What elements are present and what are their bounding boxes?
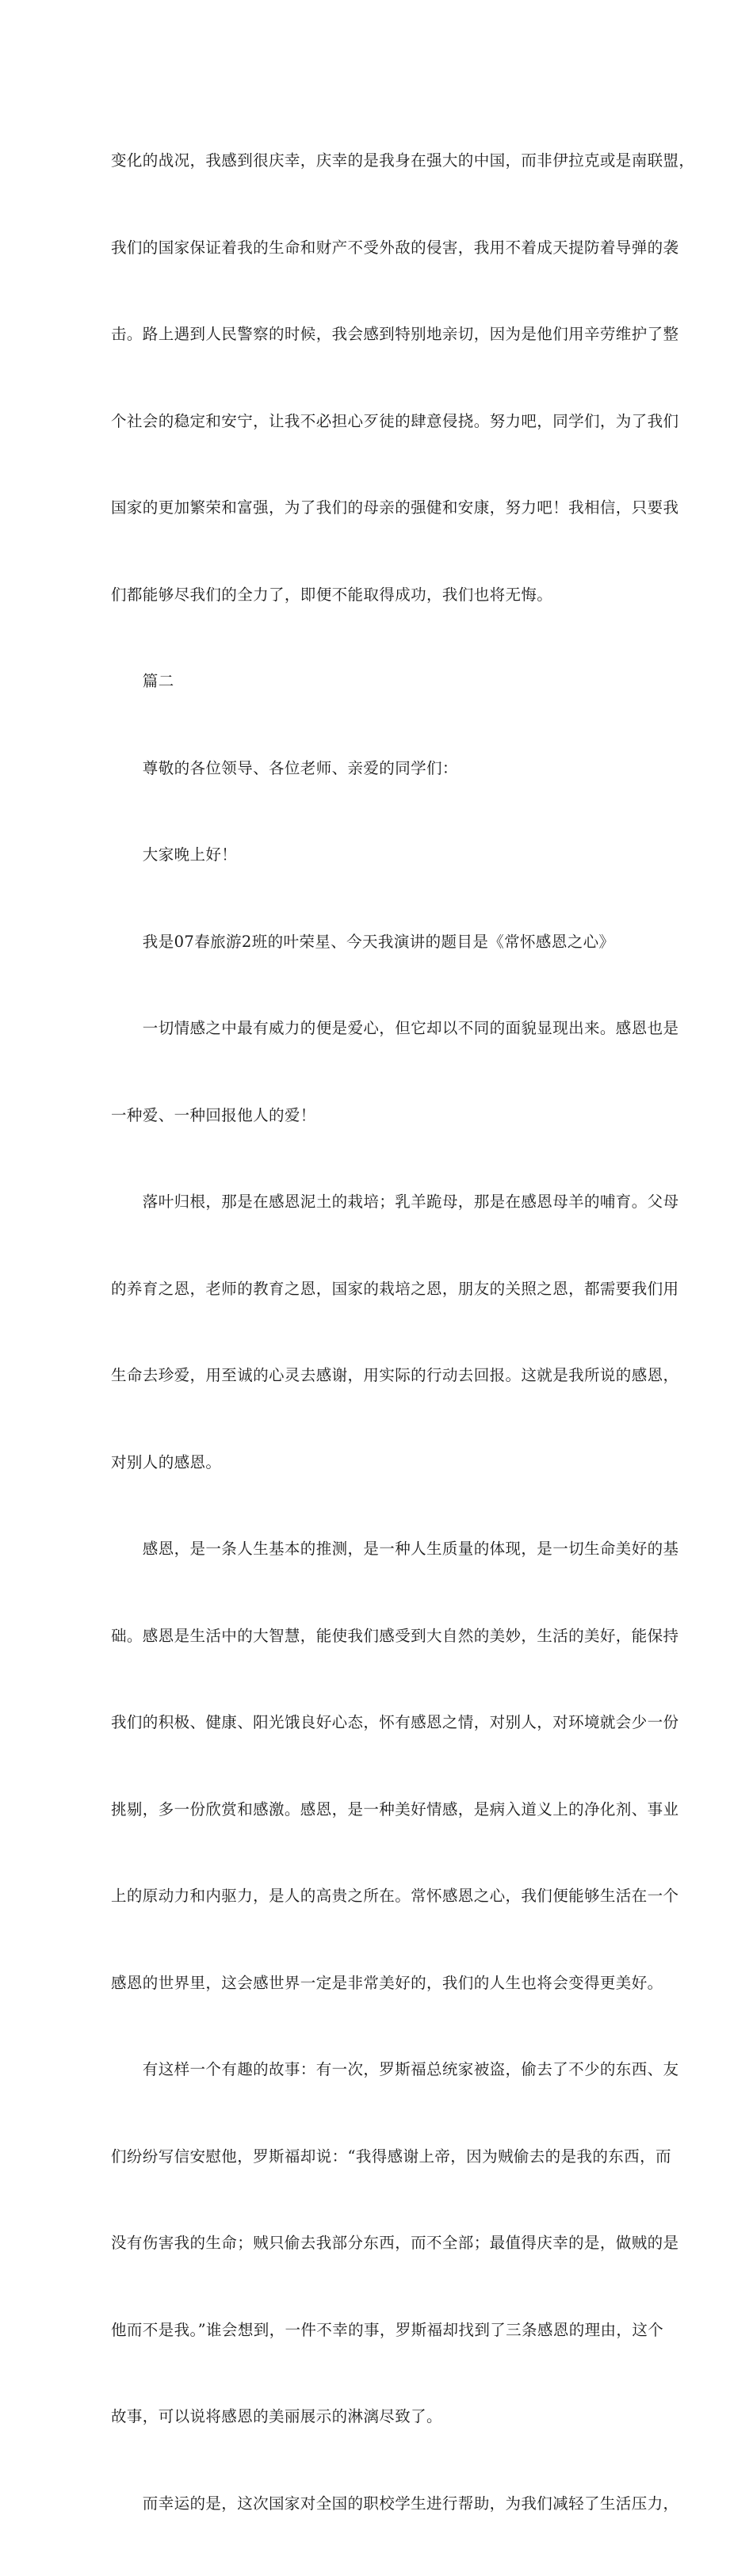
document-body	[111, 89, 695, 2576]
speech-intro: 我是07春旅游2班的叶荣星、今天我演讲的题目是《常怀感恩之心》	[111, 932, 615, 951]
text-line: 挑剔，多一份欣赏和感激。感恩，是一种美好情感，是病入道义上的净化剂、事业	[111, 1799, 679, 1818]
text-line: 的养育之恩，老师的教育之恩，国家的栽培之恩，朋友的关照之恩，都需要我们用	[111, 1279, 679, 1298]
text-line: 变化的战况，我感到很庆幸，庆幸的是我身在强大的中国，而非伊拉克或是南联盟，	[111, 151, 695, 170]
text-line: 感恩，是一条人生基本的推测，是一种人生质量的体现，是一切生命美好的基	[111, 1540, 679, 1558]
text-line: 对别人的感恩。	[111, 1452, 222, 1471]
text-line: 一种爱、一种回报他人的爱！	[111, 1105, 316, 1124]
text-line: 上的原动力和内驱力，是人的高贵之所在。常怀感恩之心，我们便能够生活在一个	[111, 1887, 679, 1905]
text-line: 我们的积极、健康、阳光饿良好心态，怀有感恩之情，对别人，对环境就会少一份	[111, 1713, 679, 1731]
salutation: 尊敬的各位领导、各位老师、亲爱的同学们：	[111, 758, 458, 777]
greeting: 大家晚上好！	[111, 845, 238, 864]
text-line: 础。感恩是生活中的大智慧，能使我们感受到大自然的美妙，生活的美好，能保持	[111, 1626, 679, 1645]
text-line: 故事，可以说将感恩的美丽展示的淋漓尽致了。	[111, 2407, 442, 2425]
text-line: 们都能够尽我们的全力了，即便不能取得成功，我们也将无悔。	[111, 585, 553, 604]
section-heading: 篇二	[111, 672, 174, 690]
text-line: 没有伤害我的生命；贼只偷去我部分东西，而不全部；最值得庆幸的是，做贼的是	[111, 2234, 679, 2252]
text-line: 们纷纷写信安慰他，罗斯福却说：“我得感谢上帝，因为贼偷去的是我的东西，而	[111, 2147, 671, 2166]
text-line: 国家的更加繁荣和富强，为了我们的母亲的强健和安康，努力吧！我相信，只要我	[111, 498, 679, 517]
text-line: 一切情感之中最有威力的便是爱心，但它却以不同的面貌显现出来。感恩也是	[111, 1019, 679, 1037]
text-line: 击。路上遇到人民警察的时候，我会感到特别地亲切，因为是他们用辛劳维护了整	[111, 325, 679, 343]
text-line: 有这样一个有趣的故事：有一次，罗斯福总统家被盗，偷去了不少的东西、友	[111, 2060, 679, 2078]
text-line: 他而不是我。”谁会想到，一件不幸的事，罗斯福却找到了三条感恩的理由，这个	[111, 2320, 664, 2339]
text-line: 我们的国家保证着我的生命和财产不受外敌的侵害，我用不着成天提防着导弹的袭	[111, 238, 679, 257]
paragraph-text	[111, 89, 695, 2576]
text-line: 生命去珍爱，用至诚的心灵去感谢，用实际的行动去回报。这就是我所说的感恩，	[111, 1366, 679, 1384]
text-line: 感恩的世界里，这会感世界一定是非常美好的，我们的人生也将会变得更美好。	[111, 1973, 663, 1992]
text-line: 个社会的稳定和安宁，让我不必担心歹徒的肆意侵挠。努力吧，同学们，为了我们	[111, 411, 679, 430]
text-line: 落叶归根，那是在感恩泥土的栽培；乳羊跪母，那是在感恩母羊的哺育。父母	[111, 1193, 679, 1211]
text-line: 而幸运的是，这次国家对全国的职校学生进行帮助，为我们减轻了生活压力，	[111, 2494, 679, 2513]
